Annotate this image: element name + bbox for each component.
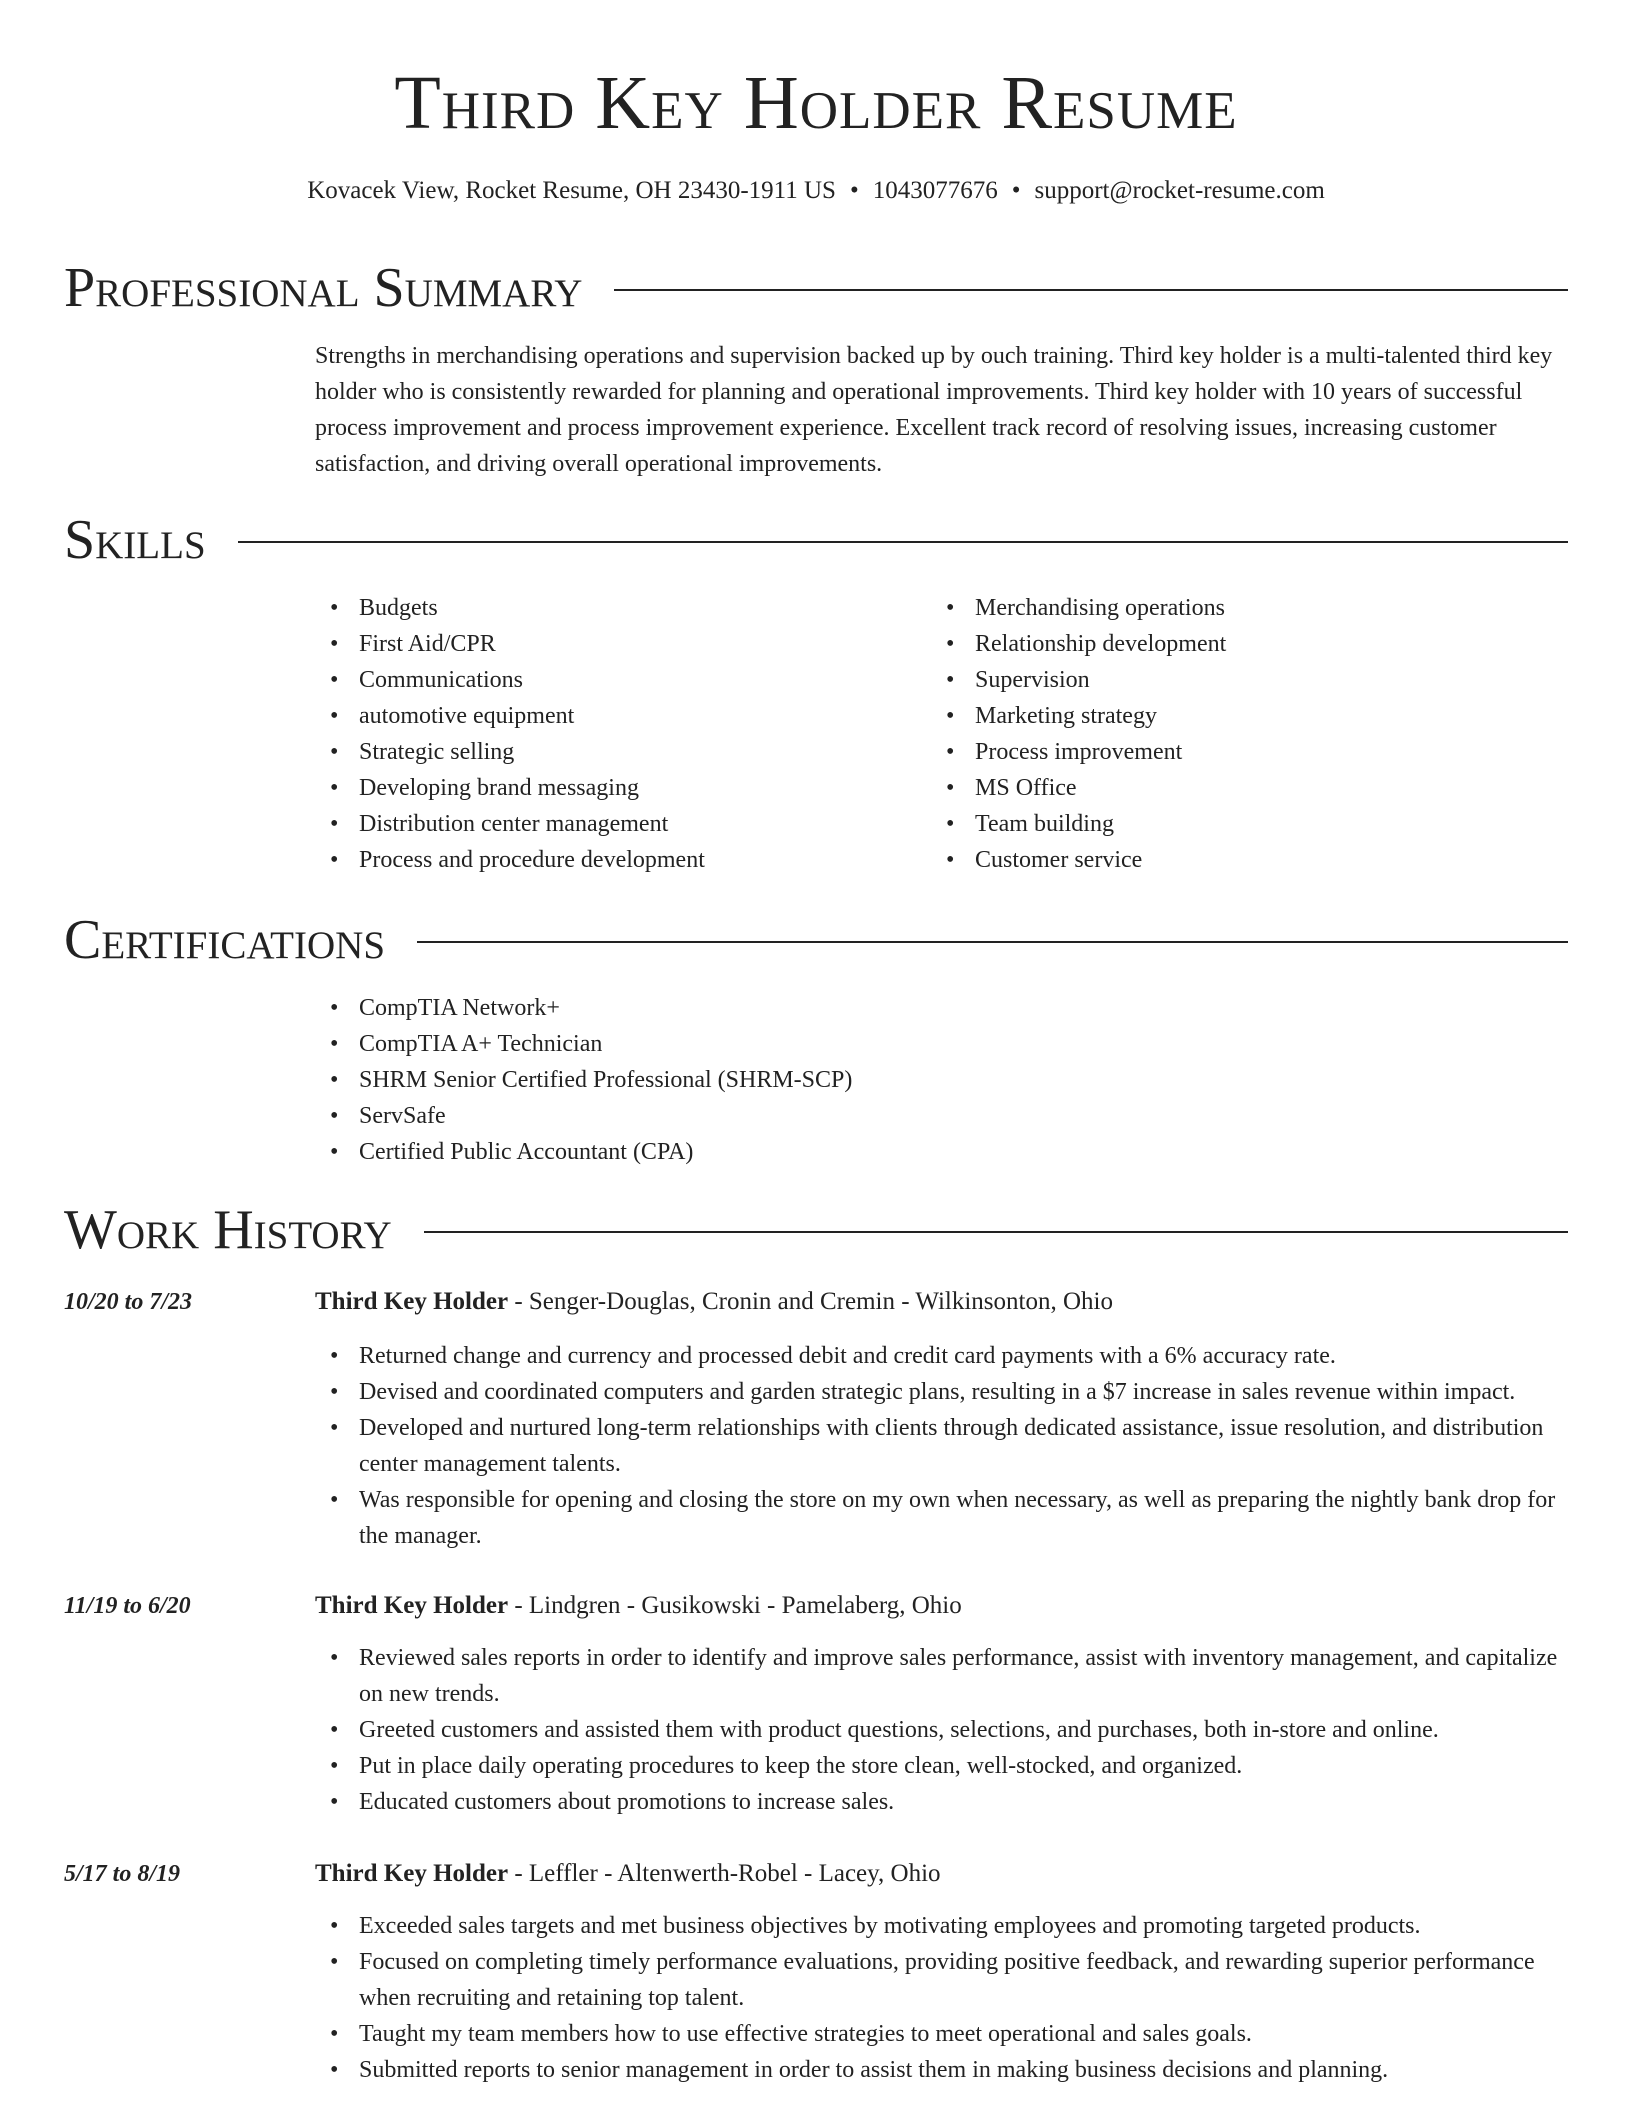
section-divider (238, 541, 1568, 543)
certifications-list (315, 990, 1565, 1170)
job-bullet: • Devised and coordinated computers and garden strategic plans, resulting in a $7 increase in sales revenue within impact. (330, 1379, 1516, 1405)
certification-item: • ServSafe (330, 1103, 446, 1129)
job-heading (315, 1588, 962, 1624)
work-history-heading: Work History (64, 1199, 392, 1261)
certifications-heading: Certifications (64, 909, 386, 971)
job-bullets (315, 1640, 1568, 1820)
job-bullet: • Developed and nurtured long-term relationships with clients through dedicated assistance, issue resolution, and distribution center management talents. (330, 1415, 1544, 1477)
contact-address: Kovacek View, Rocket Resume, OH 23430-1911 US (307, 177, 836, 204)
contact-email[interactable]: support@rocket-resume.com (1034, 177, 1325, 204)
contact-line (0, 176, 1632, 206)
job-employer: - Lindgren - Gusikowski - Pamelaberg, Ohio (508, 1592, 962, 1619)
job-dates: 10/20 to 7/23 (64, 1289, 193, 1315)
summary-heading: Professional Summary (64, 257, 583, 319)
skills-heading: Skills (64, 509, 206, 571)
skill-item: • Team building (946, 811, 1114, 837)
job-title: Third Key Holder (315, 1288, 509, 1315)
skill-item: • automotive equipment (330, 703, 575, 729)
contact-separator: • (1011, 177, 1021, 204)
job-heading (315, 1856, 941, 1892)
skills-list-left (315, 590, 915, 878)
job-bullet: • Submitted reports to senior management in order to assist them in making business decisions and planning. (330, 2057, 1389, 2083)
certification-item: • Certified Public Accountant (CPA) (330, 1139, 694, 1165)
section-divider (424, 1231, 1568, 1233)
skills-section-header (64, 510, 1568, 570)
skill-item: • Budgets (330, 595, 438, 621)
certification-item: • CompTIA Network+ (330, 995, 560, 1021)
job-employer: - Senger-Douglas, Cronin and Cremin - Wilkinsonton, Ohio (508, 1288, 1113, 1315)
job-bullet: • Focused on completing timely performance evaluations, providing positive feedback, and rewarding superior performance when recruiting and retaining top talent. (330, 1949, 1535, 2011)
job-bullet: • Put in place daily operating procedures to keep the store clean, well-stocked, and organized. (330, 1753, 1243, 1779)
skill-item: • Process and procedure development (330, 847, 705, 873)
job-bullet: • Returned change and currency and processed debit and credit card payments with a 6% accuracy rate. (330, 1343, 1336, 1369)
job-dates: 5/17 to 8/19 (64, 1861, 181, 1887)
job-bullet: • Educated customers about promotions to increase sales. (330, 1789, 895, 1815)
summary-section-header (64, 258, 1568, 318)
job-bullets (315, 1908, 1568, 2088)
job-bullet: • Was responsible for opening and closing the store on my own when necessary, as well as preparing the nightly bank drop for the manager. (330, 1487, 1556, 1549)
certifications-section-header (64, 910, 1568, 970)
job-heading (315, 1284, 1113, 1320)
job-bullet: • Taught my team members how to use effective strategies to meet operational and sales goals. (330, 2021, 1252, 2047)
skill-item: • Relationship development (946, 631, 1227, 657)
contact-separator: • (849, 177, 859, 204)
skill-item: • First Aid/CPR (330, 631, 496, 657)
skill-item: • Merchandising operations (946, 595, 1225, 621)
skill-item: • MS Office (946, 775, 1077, 801)
contact-phone: 1043077676 (872, 177, 998, 204)
summary-text: Strengths in merchandising operations and supervision backed up by ouch training. Third key holder is a multi-talented third key holder who is consistently rewarded for planning and operational improvements. Third key holder with 10 years of successful process improvement and process improvement experience. Excellent track record of resolving issues, increasing customer satisfaction, and driving overall operational improvements. (315, 343, 1553, 477)
work-history-section-header (64, 1200, 1568, 1260)
skill-item: • Supervision (946, 667, 1090, 693)
job-title: Third Key Holder (315, 1592, 509, 1619)
certification-item: • SHRM Senior Certified Professional (SHRM-SCP) (330, 1067, 853, 1093)
section-divider (614, 289, 1568, 291)
resume-title: Third Key Holder Resume (394, 61, 1238, 145)
skill-item: • Strategic selling (330, 739, 515, 765)
job-employer: - Leffler - Altenwerth-Robel - Lacey, Ohio (508, 1860, 941, 1887)
job-bullet: • Reviewed sales reports in order to identify and improve sales performance, assist with inventory management, and capitalize on new trends. (330, 1645, 1558, 1707)
skill-item: • Communications (330, 667, 523, 693)
job-title: Third Key Holder (315, 1860, 509, 1887)
skill-item: • Process improvement (946, 739, 1183, 765)
certification-item: • CompTIA A+ Technician (330, 1031, 603, 1057)
skills-list-right (931, 590, 1531, 878)
section-divider (417, 941, 1568, 943)
job-bullet: • Exceeded sales targets and met business objectives by motivating employees and promoting targeted products. (330, 1913, 1421, 1939)
job-dates: 11/19 to 6/20 (64, 1593, 191, 1619)
skill-item: • Customer service (946, 847, 1143, 873)
job-bullet: • Greeted customers and assisted them with product questions, selections, and purchases, both in-store and online. (330, 1717, 1439, 1743)
skill-item: • Developing brand messaging (330, 775, 639, 801)
job-bullets (315, 1338, 1568, 1554)
skill-item: • Marketing strategy (946, 703, 1157, 729)
skill-item: • Distribution center management (330, 811, 669, 837)
